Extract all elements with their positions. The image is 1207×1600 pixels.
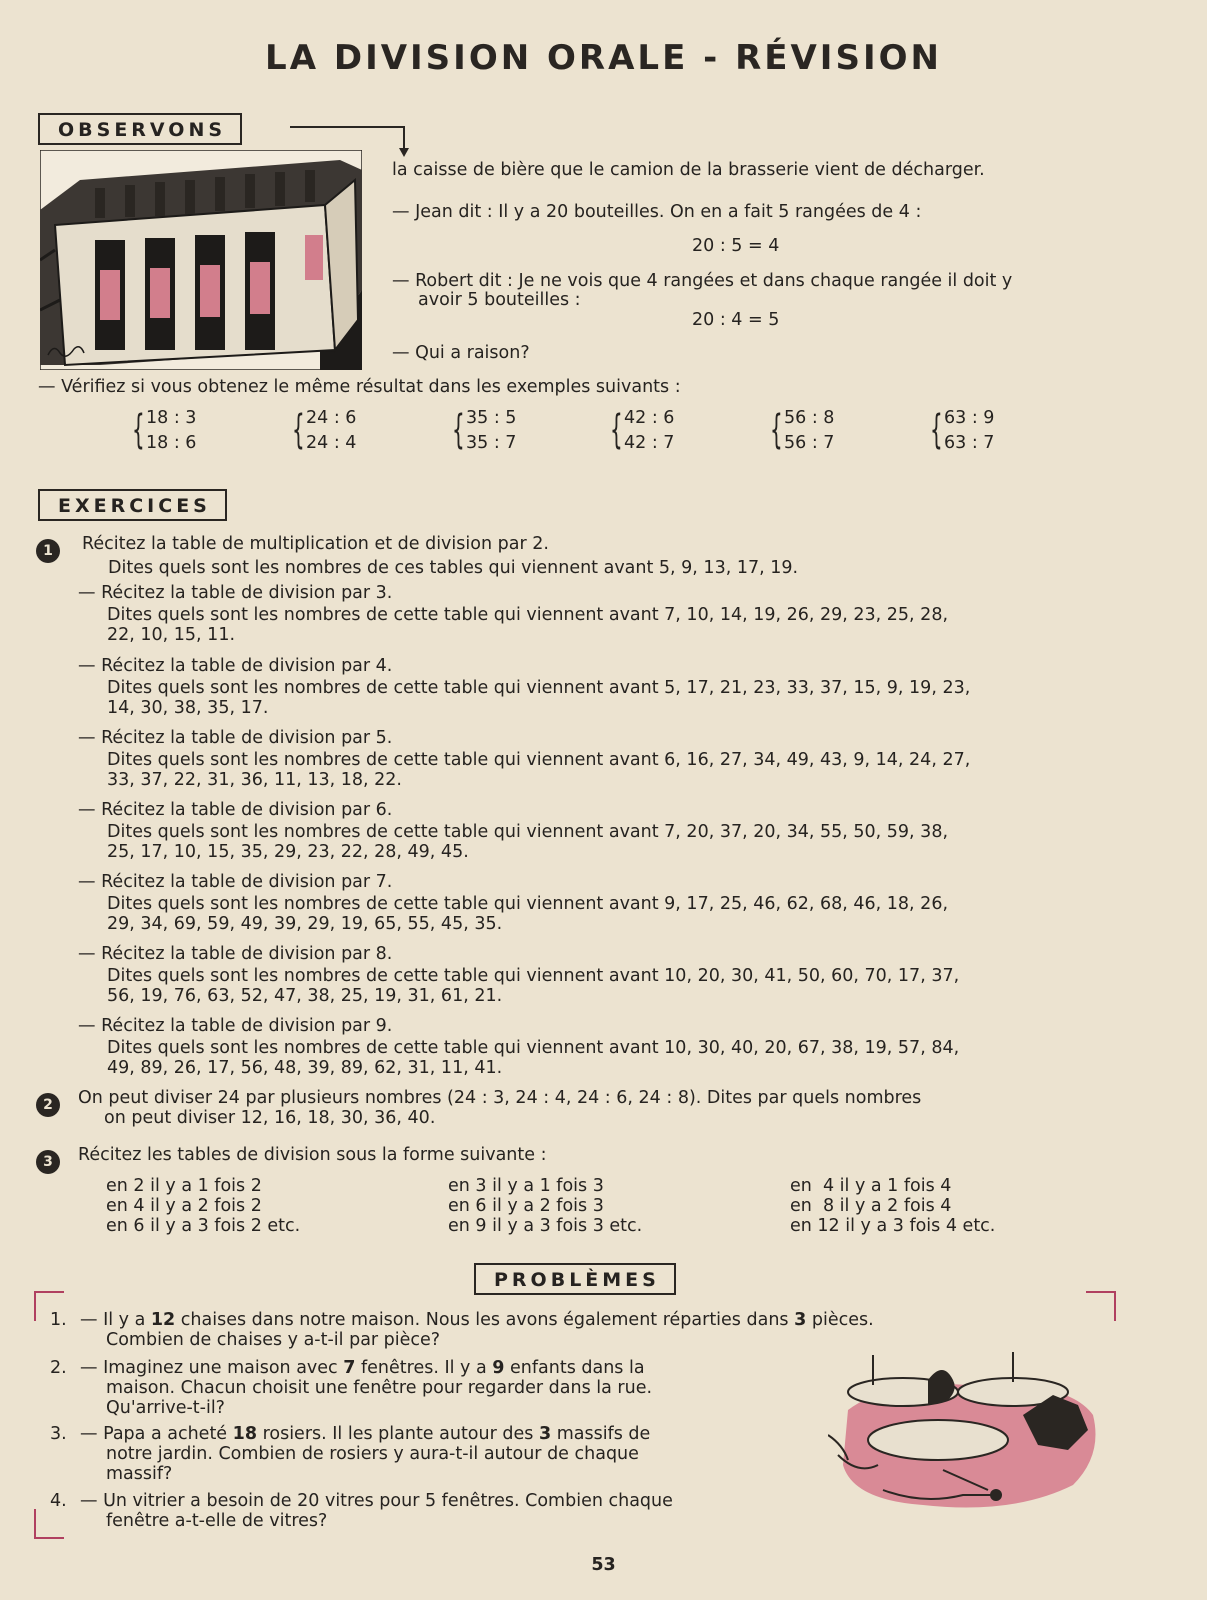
jean-equation: 20 : 5 = 4 — [692, 236, 780, 256]
verify-instruction: — Vérifiez si vous obtenez le même résultat dans les exemples suivants : — [38, 377, 681, 397]
problem-3-line-3: massif? — [106, 1464, 173, 1484]
exercise-1-line: Dites quels sont les nombres de ces tables qui viennent avant 5, 9, 13, 17, 19. — [108, 558, 799, 578]
problem-2-line-2: maison. Chacun choisit une fenêtre pour regarder dans la rue. — [106, 1378, 653, 1398]
division-form-column: en 4 il y a 1 fois 4 en 8 il y a 2 fois 4 en 12 il y a 3 fois 4 etc. — [790, 1176, 996, 1236]
robert-equation: 20 : 4 = 5 — [692, 310, 780, 330]
exercise-2-line-1: On peut diviser 24 par plusieurs nombres (24 : 3, 24 : 4, 24 : 6, 24 : 8). Dites par quels nombres — [78, 1088, 922, 1108]
page-number: 53 — [591, 1555, 616, 1575]
problem-4-line-2: fenêtre a-t-elle de vitres? — [106, 1511, 328, 1531]
division-form-column: en 3 il y a 1 fois 3 en 6 il y a 2 fois 3 en 9 il y a 3 fois 3 etc. — [448, 1176, 643, 1236]
problem-number: 4. — [50, 1491, 67, 1511]
exercise-number-badge: 3 — [36, 1150, 60, 1174]
exercise-2-line-2: on peut diviser 12, 16, 18, 30, 36, 40. — [104, 1108, 436, 1128]
division-tables-list — [78, 583, 1121, 1088]
robert-statement-2: avoir 5 bouteilles : — [418, 290, 581, 310]
corner-bracket — [34, 1509, 64, 1539]
jean-statement: — Jean dit : Il y a 20 bouteilles. On en a fait 5 rangées de 4 : — [392, 202, 922, 222]
problem-4-line-1: — Un vitrier a besoin de 20 vitres pour 5 fenêtres. Combien chaque — [80, 1491, 673, 1511]
list-item: — Récitez la table de division par 3. Dites quels sont les nombres de cette table qui viennent avant 7, 10, 14, 19, 26, 29, 23, 25, 28, 22, 10, 15, 11. — [78, 583, 949, 645]
problem-2-line-1: — Imaginez une maison avec 7 fenêtres. Il y a 9 enfants dans la — [80, 1358, 645, 1378]
problem-number: 2. — [50, 1358, 67, 1378]
question: — Qui a raison? — [392, 343, 530, 363]
problem-number: 1. — [50, 1310, 67, 1330]
problem-1-line-1: — Il y a 12 chaises dans notre maison. Nous les avons également réparties dans 3 pièces. — [80, 1310, 874, 1330]
observons-heading: OBSERVONS — [38, 113, 242, 145]
list-item: — Récitez la table de division par 8. Dites quels sont les nombres de cette table qui viennent avant 10, 20, 30, 41, 50, 60, 70, 17, 37, 56, 19, 76, 63, 52, 47, 38, 25, 19, 31, 61, 21. — [78, 944, 960, 1006]
exercise-number-badge: 2 — [36, 1093, 60, 1117]
problemes-heading: PROBLÈMES — [474, 1263, 676, 1295]
list-item: — Récitez la table de division par 5. Dites quels sont les nombres de cette table qui viennent avant 6, 16, 27, 34, 49, 43, 9, 14, 24, 27, 33, 37, 22, 31, 36, 11, 13, 18, 22. — [78, 728, 971, 790]
problem-3-line-1: — Papa a acheté 18 rosiers. Il les plante autour des 3 massifs de — [80, 1424, 651, 1444]
exercise-1-title: Récitez la table de multiplication et de division par 2. — [82, 534, 549, 554]
problem-number: 3. — [50, 1424, 67, 1444]
list-item: — Récitez la table de division par 6. Dites quels sont les nombres de cette table qui viennent avant 7, 20, 37, 20, 34, 55, 50, 59, 38, 25, 17, 10, 15, 35, 29, 23, 22, 28, 49, 45. — [78, 800, 949, 862]
list-item: — Récitez la table de division par 9. Dites quels sont les nombres de cette table qui viennent avant 10, 30, 40, 20, 67, 38, 19, 57, 84, 49, 89, 26, 17, 56, 48, 39, 89, 62, 31, 11, 41. — [78, 1016, 960, 1078]
page-title: LA DIVISION ORALE - RÉVISION — [265, 38, 942, 78]
problem-2-line-3: Qu'arrive-t-il? — [106, 1398, 225, 1418]
problem-3-line-2: notre jardin. Combien de rosiers y aura-t-il autour de chaque — [106, 1444, 639, 1464]
robert-statement-1: — Robert dit : Je ne vois que 4 rangées et dans chaque rangée il doit y — [392, 271, 1013, 291]
exercise-number-badge: 1 — [36, 539, 60, 563]
division-form-column: en 2 il y a 1 fois 2 en 4 il y a 2 fois 2 en 6 il y a 3 fois 2 etc. — [106, 1176, 301, 1236]
list-item: — Récitez la table de division par 7. Dites quels sont les nombres de cette table qui viennent avant 9, 17, 25, 46, 62, 68, 46, 18, 26, 29, 34, 69, 59, 49, 39, 29, 19, 65, 55, 45, 35. — [78, 872, 949, 934]
corner-bracket — [1086, 1291, 1116, 1321]
garden-illustration — [828, 1340, 1106, 1520]
exercise-3-title: Récitez les tables de division sous la forme suivante : — [78, 1145, 547, 1165]
exercices-heading: EXERCICES — [38, 489, 227, 521]
beer-crate-illustration — [40, 150, 362, 370]
observons-intro: la caisse de bière que le camion de la brasserie vient de décharger. — [392, 160, 985, 180]
list-item: — Récitez la table de division par 4. Dites quels sont les nombres de cette table qui viennent avant 5, 17, 21, 23, 33, 37, 15, 9, 19, 23, 14, 30, 38, 35, 17. — [78, 656, 971, 718]
problem-1-line-2: Combien de chaises y a-t-il par pièce? — [106, 1330, 441, 1350]
